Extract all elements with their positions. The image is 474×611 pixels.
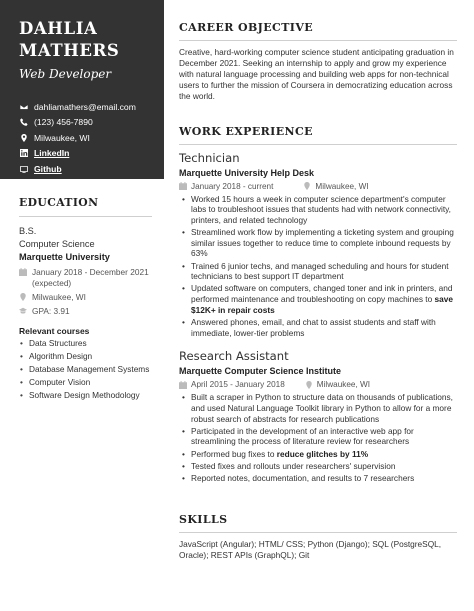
objective-text: Creative, hard-working computer science student anticipating graduation in December 2021. Seeking an internship to apply and grow my experience with natural language processing and building web apps for non-technical users to further the mission of Coursera in democratizing education across the world.: [179, 47, 454, 101]
contact-phone: [19, 115, 152, 131]
location-icon: [19, 293, 27, 301]
calendar-icon: [19, 268, 27, 276]
education-section: [0, 179, 164, 403]
location-icon: [305, 381, 313, 389]
graduation-icon: [19, 307, 27, 315]
bullet-item: • Streamlined work flow by implementing a ticketing system and grouping similar issues together to reduce time to complete inbound requests by 63%: [179, 227, 457, 259]
job-meta: [179, 181, 457, 192]
education-title: EDUCATION: [19, 196, 152, 217]
name-first: DAHLIA: [19, 19, 98, 38]
bullet-item: • Performed bug fixes to reduce glitches by 11%: [179, 449, 457, 460]
contact-linkedin: [19, 146, 152, 162]
job-company: Marquette University Help Desk: [179, 167, 315, 178]
edu-gpa-row: [19, 306, 152, 317]
calendar-icon: [179, 381, 187, 389]
edu-field: Computer Science: [19, 238, 95, 249]
job-bullets: [179, 194, 457, 339]
person-name: [19, 18, 152, 62]
contact-email: [19, 99, 152, 115]
edu-degree: B.S.: [19, 226, 37, 236]
contact-github: [19, 161, 152, 177]
job-bullets: [179, 392, 457, 483]
bullet-item: • Built a scraper in Python to structure data on thousands of publications, and used Natural Language Toolkit library in Python to allow for a more robust search of abstracts for research publications: [179, 392, 457, 424]
bullet-item: • Worked 15 hours a week in computer science department's computer labs to troubleshoot issues that students had with network connectivity, printers, and related technology: [179, 194, 457, 226]
job-location: Milwaukee, WI: [315, 181, 369, 191]
edu-location: Milwaukee, WI: [32, 291, 86, 302]
objective-title: CAREER OBJECTIVE: [179, 21, 457, 41]
courses-list: [19, 338, 152, 401]
bullet-item: • Tested fixes and rollouts under researchers' supervision: [179, 461, 457, 472]
job-meta: [179, 379, 457, 390]
sidebar-header: [0, 0, 164, 179]
course-item: • Computer Vision: [19, 377, 152, 388]
linkedin-icon: [19, 149, 28, 158]
contact-location-text: Milwaukee, WI: [34, 132, 90, 143]
skills-title: SKILLS: [179, 513, 457, 533]
job-entry: [179, 151, 457, 339]
email-icon: [19, 102, 28, 111]
job-title: Technician: [179, 150, 240, 165]
job-location: Milwaukee, WI: [316, 380, 370, 390]
contact-email-text: dahliamathers@email.com: [34, 101, 136, 112]
edu-gpa: GPA: 3.91: [32, 305, 70, 316]
contact-list: [19, 99, 152, 177]
edu-dates-row: [19, 267, 152, 289]
job-dates: January 2018 - current: [191, 181, 274, 191]
job-company: Marquette Computer Science Institute: [179, 366, 342, 377]
bullet-item: • Trained 6 junior techs, and managed scheduling and hours for student technicians to best support IT department: [179, 261, 457, 282]
course-item: • Software Design Methodology: [19, 390, 152, 401]
github-icon: [19, 164, 28, 173]
course-item: • Data Structures: [19, 338, 152, 349]
contact-phone-text: (123) 456-7890: [34, 117, 93, 128]
bullet-item: • Updated software on computers, changed toner and ink in printers, and performed maintenance and troubleshooting on copy machines to save $12K+ in repair costs: [179, 283, 457, 315]
calendar-icon: [179, 182, 187, 190]
phone-icon: [19, 118, 28, 127]
job-dates: April 2015 - January 2018: [191, 380, 285, 390]
experience-title: WORK EXPERIENCE: [179, 125, 457, 145]
objective-section: [179, 21, 457, 102]
skills-text: JavaScript (Angular); HTML/ CSS; Python (Django); SQL (PostgreSQL, Oracle); REST APIs (GraphQL); Git: [179, 539, 442, 561]
bullet-item: • Answered phones, email, and chat to assist students and staff with immediate, lower-tier problems: [179, 317, 457, 338]
job-entry: [179, 349, 457, 483]
main-column: [179, 0, 457, 561]
contact-location: [19, 130, 152, 146]
experience-section: [179, 125, 457, 484]
github-link[interactable]: Github: [34, 163, 62, 174]
linkedin-link[interactable]: LinkedIn: [34, 148, 70, 159]
edu-location-row: [19, 292, 152, 303]
course-item: • Database Management Systems: [19, 364, 152, 375]
name-last: MATHERS: [19, 41, 120, 60]
edu-dates: January 2018 - December 2021 (expected): [32, 266, 149, 288]
skills-section: [179, 513, 457, 561]
edu-school: Marquette University: [19, 251, 110, 262]
location-icon: [303, 182, 311, 190]
courses-title: Relevant courses: [19, 325, 90, 336]
sidebar: [0, 0, 164, 611]
location-icon: [19, 133, 28, 142]
course-item: • Algorithm Design: [19, 351, 152, 362]
job-title: Research Assistant: [179, 349, 289, 364]
bullet-item: • Reported notes, documentation, and results to 7 researchers: [179, 473, 457, 484]
bullet-item: • Participated in the development of an interactive web app for streamlining the process of literature review for researchers: [179, 426, 457, 447]
person-role: Web Developer: [19, 67, 112, 81]
